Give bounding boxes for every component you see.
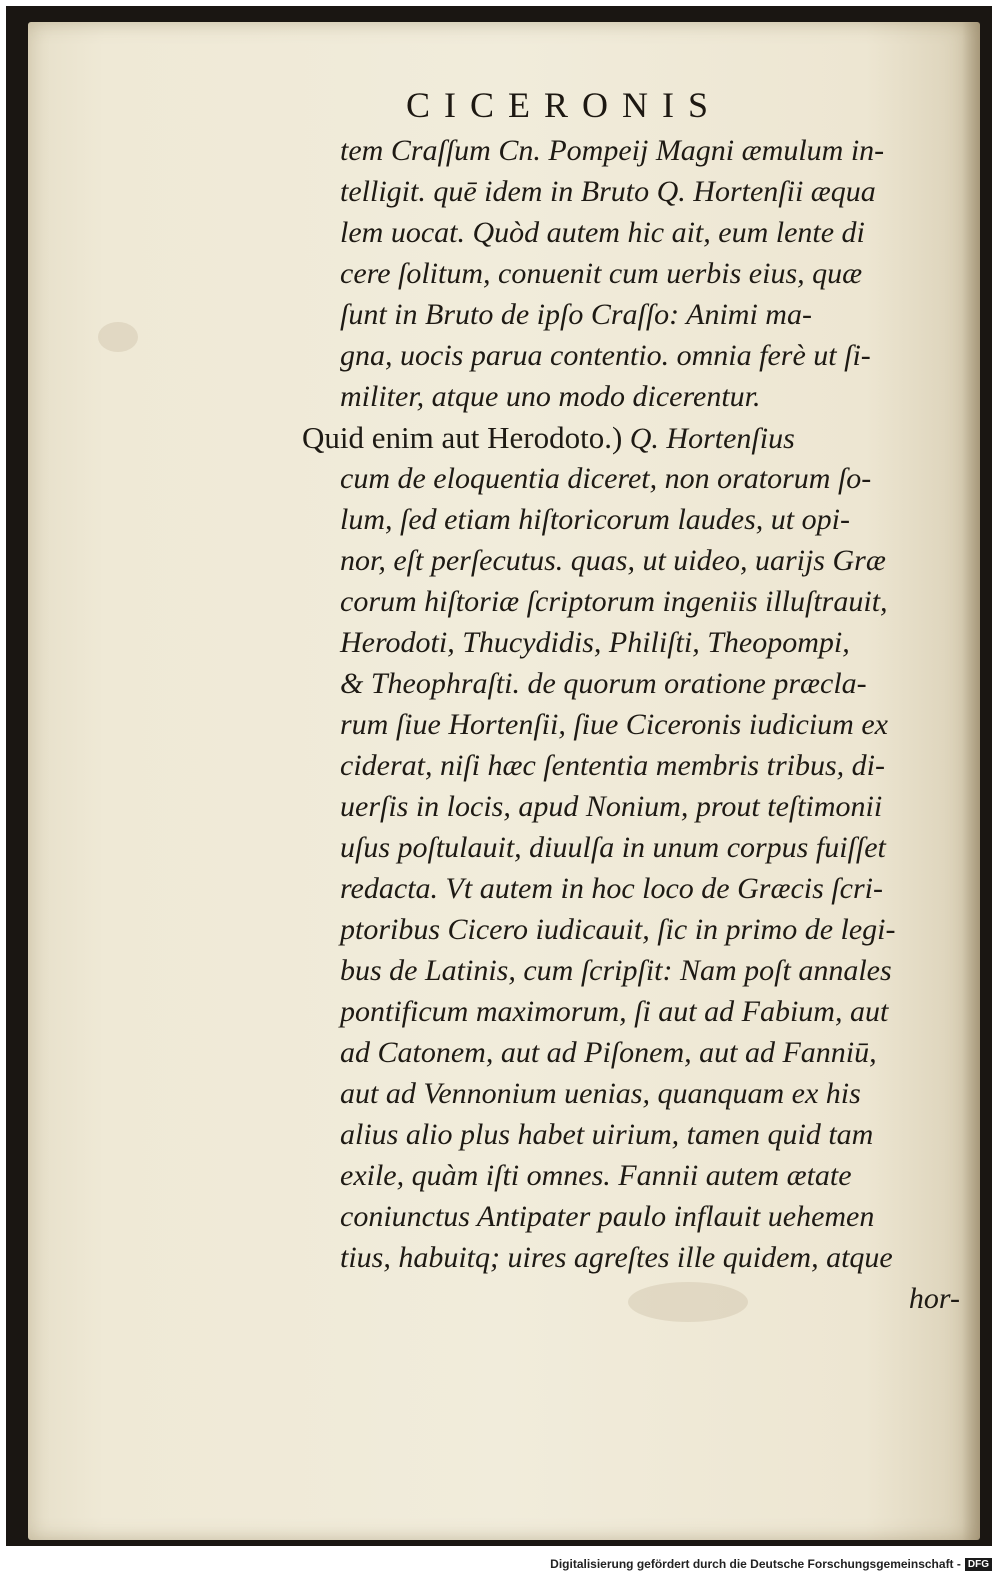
commentary-text: [290, 130, 970, 1319]
dfg-logo: DFG: [965, 1558, 992, 1571]
digitization-credit: [550, 1557, 992, 1571]
scanned-page-image: [6, 6, 992, 1546]
running-head: CICERONIS: [405, 85, 723, 125]
text-line: Herodoti, Thucydidis, Philiſti, Theopompi,: [340, 626, 850, 659]
credit-text: Digitalisierung gefördert durch die Deutsche Forschungsgemeinschaft -: [550, 1557, 961, 1571]
book-page: [28, 22, 980, 1540]
text-line: ciderat, niſi hæc ſententia membris tribus, di-: [340, 749, 885, 782]
catchword: hor-: [908, 1282, 960, 1315]
text-line: gna, uocis parua contentio. omnia ferè ut ſi-: [340, 339, 871, 372]
text-line: ad Catonem, aut ad Piſonem, aut ad Fanniū,: [340, 1036, 877, 1069]
text-line: ſunt in Bruto de ipſo Craſſo: Animi ma-: [340, 298, 812, 331]
text-line: uſus poſtulauit, diuulſa in unum corpus fuiſſet: [340, 831, 886, 864]
text-line: tem Craſſum Cn. Pompeij Magni æmulum in-: [340, 134, 885, 167]
text-line: lem uocat. Quòd autem hic ait, eum lente di: [340, 216, 865, 249]
text-line: bus de Latinis, cum ſcripſit: Nam poſt annales: [340, 954, 892, 987]
text-line: cum de eloquentia diceret, non oratorum ſo-: [340, 462, 872, 495]
text-line: telligit. quē idem in Bruto Q. Hortenſii æqua: [340, 175, 876, 208]
text-line: alius alio plus habet uirium, tamen quid tam: [340, 1118, 874, 1151]
lemma: Quid enim aut Herodoto.): [302, 420, 623, 455]
text-line: militer, atque uno modo dicerentur.: [340, 380, 761, 413]
text-line: nor, eſt perſecutus. quas, ut uideo, uarijs Græ: [340, 544, 886, 577]
text-line: corum hiſtoriæ ſcriptorum ingeniis illuſtrauit,: [340, 585, 888, 618]
text-line: rum ſiue Hortenſii, ſiue Ciceronis iudicium ex: [340, 708, 888, 741]
lemma-line: [290, 417, 970, 458]
text-line: & Theophraſti. de quorum oratione præcla-: [340, 667, 867, 700]
text-line: pontificum maximorum, ſi aut ad Fabium, aut: [340, 995, 889, 1028]
text-line: ptoribus Cicero iudicauit, ſic in primo de legi-: [340, 913, 896, 946]
lemma-commentary: Q. Hortenſius: [622, 422, 795, 455]
text-line: coniunctus Antipater paulo inflauit uehemen: [340, 1200, 875, 1233]
text-line: uerſis in locis, apud Nonium, prout teſtimonii: [340, 790, 883, 823]
text-line: redacta. Vt autem in hoc loco de Græcis ſcri-: [340, 872, 883, 905]
text-line: aut ad Vennonium uenias, quanquam ex his: [340, 1077, 861, 1110]
text-line: cere ſolitum, conuenit cum uerbis eius, quæ: [340, 257, 863, 290]
paper-stain: [98, 322, 138, 352]
text-line: lum, ſed etiam hiſtoricorum laudes, ut opi-: [340, 503, 850, 536]
text-line: exile, quàm iſti omnes. Fannii autem ætate: [340, 1159, 852, 1192]
text-line: tius, habuitq; uires agreſtes ille quidem, atque: [340, 1241, 893, 1274]
